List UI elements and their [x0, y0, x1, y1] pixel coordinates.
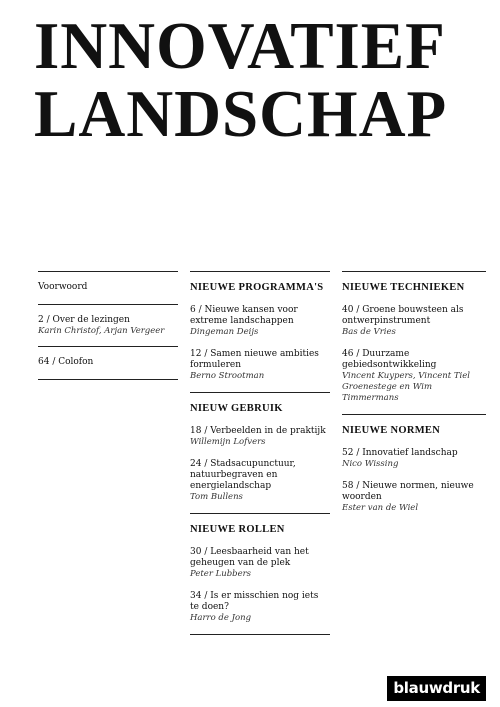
toc-entry-author: Berno Strootman — [190, 371, 265, 381]
toc-column-2 — [190, 271, 330, 635]
toc-entry-title: 64 / Colofon — [38, 357, 94, 367]
divider — [38, 379, 178, 380]
toc-section — [190, 271, 330, 392]
toc-entry-author: Tom Bullens — [190, 492, 243, 502]
section-heading: NIEUWE ROLLEN — [190, 524, 285, 535]
toc-entry — [38, 304, 178, 346]
section-heading: NIEUWE PROGRAMMA'S — [190, 282, 324, 293]
toc-entry — [190, 305, 330, 338]
toc-section — [342, 414, 486, 524]
toc-section — [190, 392, 330, 513]
toc-entry-author: Nico Wissing — [342, 459, 399, 469]
toc-entry — [190, 547, 330, 580]
toc-entry — [38, 271, 178, 304]
toc-entry — [190, 426, 330, 448]
toc-entry-title: 6 / Nieuwe kansen voor extreme landschappen — [190, 305, 298, 326]
publisher-logo: blauwdruk — [387, 676, 486, 701]
toc-entry-title: 24 / Stadsacupunctuur, natuurbegraven en energielandschap — [190, 459, 296, 491]
toc-entry — [342, 448, 486, 470]
toc-section — [342, 271, 486, 414]
page-title — [34, 9, 448, 151]
toc-entry-title: 2 / Over de lezingen — [38, 315, 130, 325]
toc-entry-title: 52 / Innovatief landschap — [342, 448, 458, 458]
toc-entry — [342, 481, 486, 514]
toc-entry-title: 46 / Duurzame gebiedsontwikkeling — [342, 349, 437, 370]
toc-entry-title: 12 / Samen nieuwe ambities formuleren — [190, 349, 319, 370]
toc-entry-author: Vincent Kuypers, Vincent Tiel Groenestege en Wim Timmermans — [342, 371, 471, 403]
toc-entry — [190, 459, 330, 503]
toc-column-1 — [38, 271, 178, 380]
toc-entry — [342, 305, 486, 338]
toc-entry-author: Bas de Vries — [342, 327, 396, 337]
section-heading: NIEUWE NORMEN — [342, 425, 441, 436]
divider — [190, 634, 330, 635]
toc-section — [190, 513, 330, 634]
toc-column-3 — [342, 271, 486, 524]
toc-entry-title: 18 / Verbeelden in de praktijk — [190, 426, 326, 436]
title-line-1: INNOVATIEF — [34, 9, 446, 83]
toc-entry-author: Peter Lubbers — [190, 569, 252, 579]
toc-entry-author: Ester van de Wiel — [342, 503, 419, 513]
toc-entry-title: 30 / Leesbaarheid van het geheugen van de plek — [190, 547, 309, 568]
toc-entry-title: 58 / Nieuwe normen, nieuwe woorden — [342, 481, 474, 502]
toc-entry-author: Karin Christof, Arjan Vergeer — [38, 326, 165, 336]
toc-entry-title: 40 / Groene bouwsteen als ontwerpinstrument — [342, 305, 464, 326]
toc-entry — [342, 349, 486, 404]
toc-entry-author: Willemijn Lofvers — [190, 437, 266, 447]
toc-entry-title: Voorwoord — [38, 282, 88, 292]
toc-entry-author: Harro de Jong — [190, 613, 252, 623]
toc-entry — [190, 349, 330, 382]
title-line-2: LANDSCHAP — [34, 77, 448, 151]
toc-entry-title: 34 / Is er misschien nog iets te doen? — [190, 591, 319, 612]
section-heading: NIEUW GEBRUIK — [190, 403, 283, 414]
section-heading: NIEUWE TECHNIEKEN — [342, 282, 465, 293]
toc-entry-author: Dingeman Deijs — [190, 327, 259, 337]
toc-entry — [38, 346, 178, 379]
toc-entry — [190, 591, 330, 624]
